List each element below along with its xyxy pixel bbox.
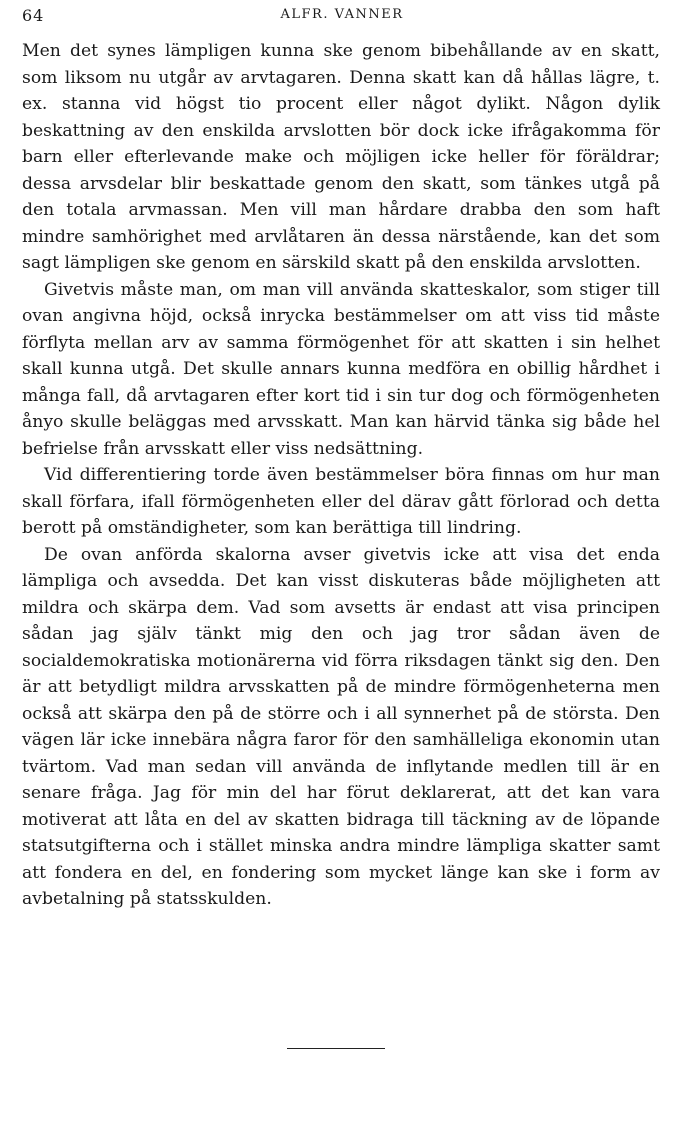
paragraph-2: Givetvis måste man, om man vill använda skatteskalor, som stiger till ovan angivna höjd, också inrycka bestämmelser om att viss tid måste förflyta mellan arv av samma förmögenhet för att skatten i sin helhet skall kunna utgå. Det skulle annars kunna medföra en obillig hårdhet i många fall, då arvtagaren efter kort tid i sin tur dog och förmögenheten ånyo skulle beläggas med arvsskatt. Man kan härvid tänka sig både hel befrielse från arvsskatt eller viss nedsättning. [22, 279, 660, 459]
paragraph-3: Vid differentiering torde även bestämmelser böra finnas om hur man skall förfara, ifall förmögenheten eller del därav gått förlorad och detta berott på omständigheter, som kan berättiga till lindring. [22, 465, 660, 538]
page-header [22, 4, 662, 28]
paragraph-4: De ovan anförda skalorna avser givetvis icke att visa det enda lämpliga och avsedda. Det kan visst diskuteras både möjligheten att mildra och skärpa dem. Vad som avsetts är endast att visa principen sådan jag själv tänkt mig den och jag tror sådan även de socialdemokratiska motionärerna vid förra riksdagen tänkt sig den. Den är att betydligt mildra arvsskatten på de mindre förmögenheterna men också att skärpa den på de större och i all synnerhet på de största. Den vägen lär icke innebära några faror för den samhälleliga ekonomin utan tvärtom. Vad man sedan vill använda de inflytande medlen till är en senare fråga. Jag för min del har förut deklarerat, att det kan vara motiverat att låta en del av skatten bidraga till täckning av de löpande statsutgifterna och i stället minska andra mindre lämpliga skatter samt att fondera en del, en fondering som mycket länge kan ske i form av avbetalning på statsskulden. [22, 544, 660, 909]
body-text [22, 38, 660, 913]
running-head: ALFR. VANNER [280, 7, 404, 22]
end-rule [287, 1048, 385, 1049]
paragraph-1: Men det synes lämpligen kunna ske genom bibehållande av en skatt, som liksom nu utgår av arvtagaren. Denna skatt kan då hållas lägre, t. ex. stanna vid högst tio procent eller något dylikt. Någon dylik beskattning av den enskilda arvslotten bör dock icke ifrågakomma för barn eller efterlevande make och möjligen icke heller för föräldrar; dessa arvsdelar blir beskattade genom den skatt, som tänkes utgå på den totala arvmassan. Men vill man hårdare drabba den som haft mindre samhörighet med arvlåtaren än dessa närstående, kan det som sagt lämpligen ske genom en särskild skatt på den enskilda arvslotten. [22, 41, 660, 273]
page-number: 64 [22, 6, 45, 25]
